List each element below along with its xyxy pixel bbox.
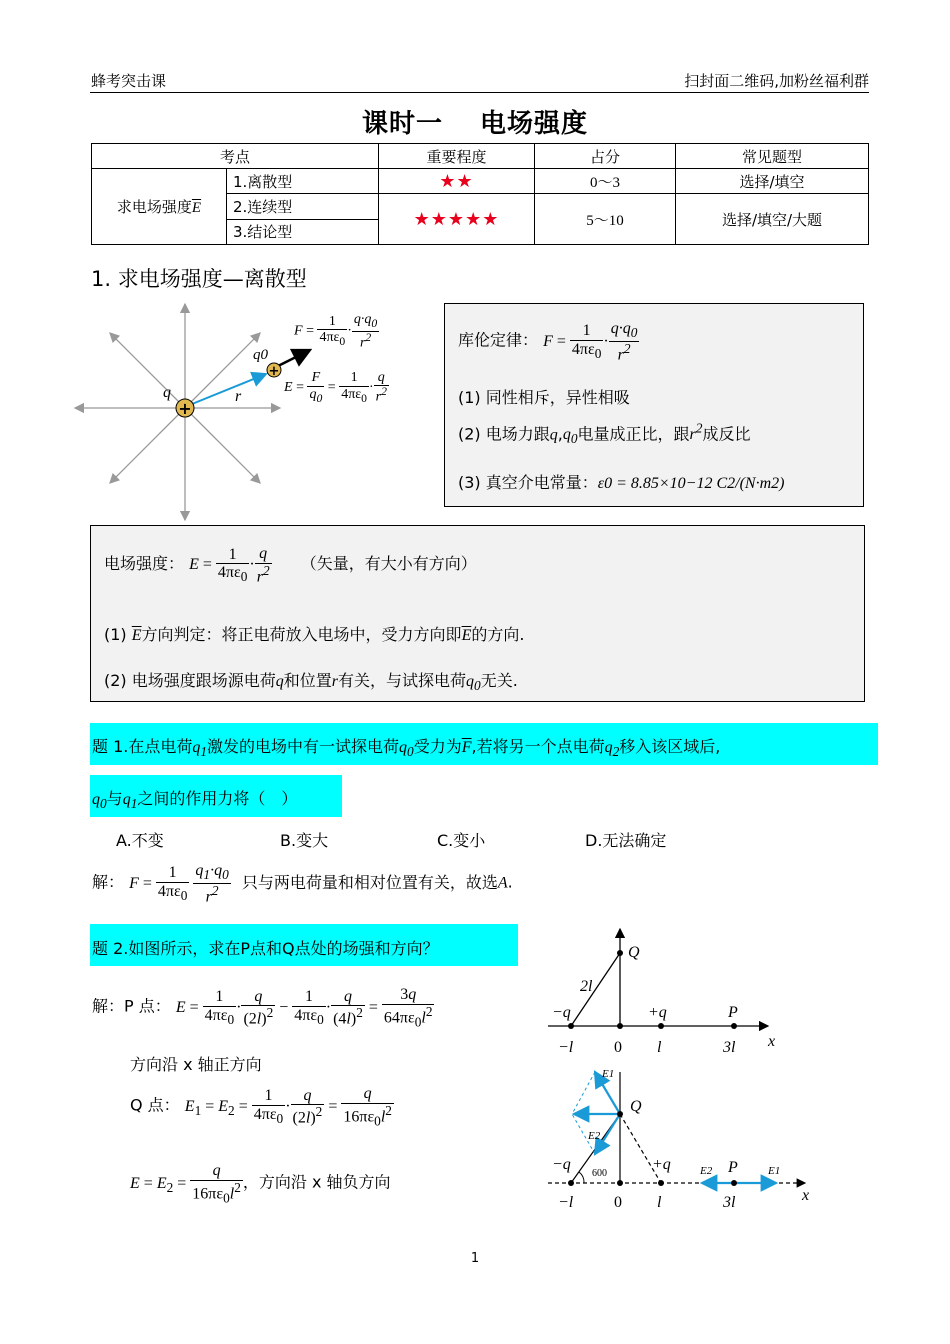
label-zero: 0 [614, 1039, 622, 1056]
label-3l: 3l [723, 1039, 736, 1056]
point-p [731, 1180, 737, 1186]
score-1: 0～3 [535, 169, 676, 194]
point-p [731, 1023, 737, 1029]
coulomb-item-1: (1) 同性相斥，异性相吸 [458, 388, 630, 407]
q1-option-a: A.不变 [116, 831, 164, 850]
plus-sign-icon: + [268, 364, 280, 379]
parallelogram-edge [572, 1072, 595, 1114]
type-2: 选择/填空/大题 [676, 194, 869, 245]
point-q [617, 1111, 623, 1117]
label-p-E1: E1 [768, 1165, 781, 1177]
topic-conclusion: 3.结论型 [233, 223, 293, 242]
label-3l: 3l [723, 1194, 736, 1211]
charge-plus-q [658, 1180, 664, 1186]
label-q0: q0 [253, 347, 268, 363]
topic-discrete: 1.离散型 [227, 169, 379, 194]
label-P: P [728, 1159, 738, 1176]
label-x: x [802, 1187, 810, 1204]
q2-p-solution: 解：P 点： E = $\frac{1}{4\pi\varepsilon_0}$ · $\frac{q}{(2l)^2}$ − $\frac{1}{4\pi\varepsilon_0}$ · $\frac{q}{(4l)^2}$ = $\frac{3q}{64\pi\varepsilon_0l^2}$ [92, 986, 433, 1030]
col-header-importance: 重要程度 [379, 144, 535, 169]
score-2: 5～10 [535, 194, 676, 245]
vector-e-symbol: $\overline{E}$ [191, 200, 202, 216]
point-q [617, 950, 623, 956]
field-vector-figure [540, 1062, 810, 1217]
label-l: l [657, 1039, 662, 1056]
header-rule [90, 92, 869, 93]
label-x: x [768, 1033, 776, 1050]
force-vector [278, 350, 310, 366]
q2-q-solution: Q 点： $E_1 = E_2$ = $\frac{1}{4\pi\varepsilon_0}$ · $\frac{q}{(2l)^2}$ = $\frac{q}{16\pi\varepsilon_0l^2}$ [130, 1085, 392, 1129]
page-number: 1 [470, 1251, 480, 1266]
label-E2: E2 [588, 1130, 601, 1142]
formula-field-small: E = $\frac{F}{q_0}$ = $\frac{1}{4\pi\varepsilon_0}$ · $\frac{q}{r^2}$ [284, 370, 387, 406]
field-item-2: (2) 电场强度跟场源电荷q和位置r有关，与试探电荷$q_0$无关. [104, 671, 518, 694]
label-E1: E1 [602, 1068, 615, 1080]
row-label-cell [92, 169, 379, 245]
q1-option-c: C.变小 [437, 831, 486, 850]
label-zero: 0 [614, 1194, 622, 1211]
coulomb-item-2: (2) 电场力跟$q,q_0$电量成正比，跟$r^2$成反比 [458, 421, 751, 447]
q2-title: 题 2.如图所示，求在P点和Q点处的场强和方向？ [92, 939, 439, 958]
q1-option-d: D.无法确定 [585, 831, 667, 850]
point-charge-figure [70, 300, 440, 525]
label-minus-q: −q [552, 1004, 571, 1021]
label-p-E2: E2 [700, 1165, 713, 1177]
col-header-score: 占分 [535, 144, 676, 169]
label-plus-q: +q [648, 1004, 667, 1021]
q1-solution: 解： F = $\frac{1}{4\pi\varepsilon_0}$ $\frac{q_1\cdot q_0}{r^2}$ 只与两电荷量和相对位置有关，故选A. [92, 862, 513, 906]
label-angle: 600 [592, 1168, 607, 1179]
label-minus-l: −l [558, 1194, 574, 1211]
topic-continuous: 2.连续型 [227, 194, 379, 219]
label-plus-q: +q [652, 1156, 671, 1173]
coulomb-item-3: (3) 真空介电常量：ε0 = 8.85×10−12 C2/(N·m2) [458, 473, 785, 492]
type-1: 选择/填空 [676, 169, 869, 194]
field-definition: 电场强度： E = $\frac{1}{4\pi\varepsilon_0}$ · $\frac{q}{r^2}$ （矢量，有大小有方向） [104, 545, 477, 585]
section-title: 1. 求电场强度—离散型 [91, 267, 307, 291]
label-minus-q: −q [552, 1156, 571, 1173]
charge-layout-figure [540, 925, 790, 1065]
col-header-topic: 考点 [92, 144, 379, 169]
col-header-type: 常见题型 [676, 144, 869, 169]
charge-minus-q [568, 1180, 574, 1186]
q1-line-1: 题 1.在点电荷$q_1$激发的电场中有一试探电荷$q_0$受力为$\overline{F}$,若将另一个点电荷$q_2$移入该区域后, [92, 737, 721, 760]
header-right: 扫封面二维码,加粉丝福利群 [684, 72, 869, 90]
page-title: 课时一 电场强度 [361, 109, 589, 139]
charge-minus-q [568, 1023, 574, 1029]
label-Q: Q [630, 1098, 642, 1115]
row-label: 求电场强度 [116, 198, 192, 216]
label-l: l [657, 1194, 662, 1211]
coulomb-law: 库伦定律： F = $\frac{1}{4\pi\varepsilon_0}$ · $\frac{q\cdot q_0}{r^2}$ [458, 320, 638, 364]
header-left: 蜂考突击课 [91, 72, 167, 90]
plus-sign-icon: + [178, 399, 192, 418]
q1-line-2: $q_0$与$q_1$之间的作用力将（ ） [92, 789, 298, 812]
label-P: P [728, 1004, 738, 1021]
q2-result: $E = E_2$ = $\frac{q}{16\pi\varepsilon_0l^2}$ ，方向沿 x 轴负方向 [130, 1162, 391, 1206]
origin-dot [617, 1023, 623, 1029]
label-q: q [163, 384, 171, 401]
q1-option-b: B.变大 [280, 831, 329, 850]
distance-line [571, 953, 620, 1026]
vector-note: （矢量，有大小有方向） [300, 553, 477, 573]
charge-plus-q [658, 1023, 664, 1029]
formula-coulomb-small: F = $\frac{1}{4\pi\varepsilon_0}$ · $\frac{q\cdot q_0}{r^2}$ [294, 312, 378, 351]
label-minus-l: −l [558, 1039, 574, 1056]
origin-dot [617, 1180, 623, 1186]
angle-arc [579, 1172, 584, 1183]
field-item-1: (1) $\overline{E}$方向判定：将正电荷放入电场中，受力方向即$\overline{E}$的方向. [104, 625, 525, 644]
topic-table [91, 143, 869, 245]
q2-p-direction: 方向沿 x 轴正方向 [130, 1055, 262, 1074]
label-r: r [235, 388, 242, 405]
label-Q: Q [628, 944, 640, 961]
importance-stars-2: ★★★★★ [379, 194, 535, 245]
importance-stars-1: ★★ [379, 169, 535, 194]
label-2l: 2l [580, 978, 593, 995]
